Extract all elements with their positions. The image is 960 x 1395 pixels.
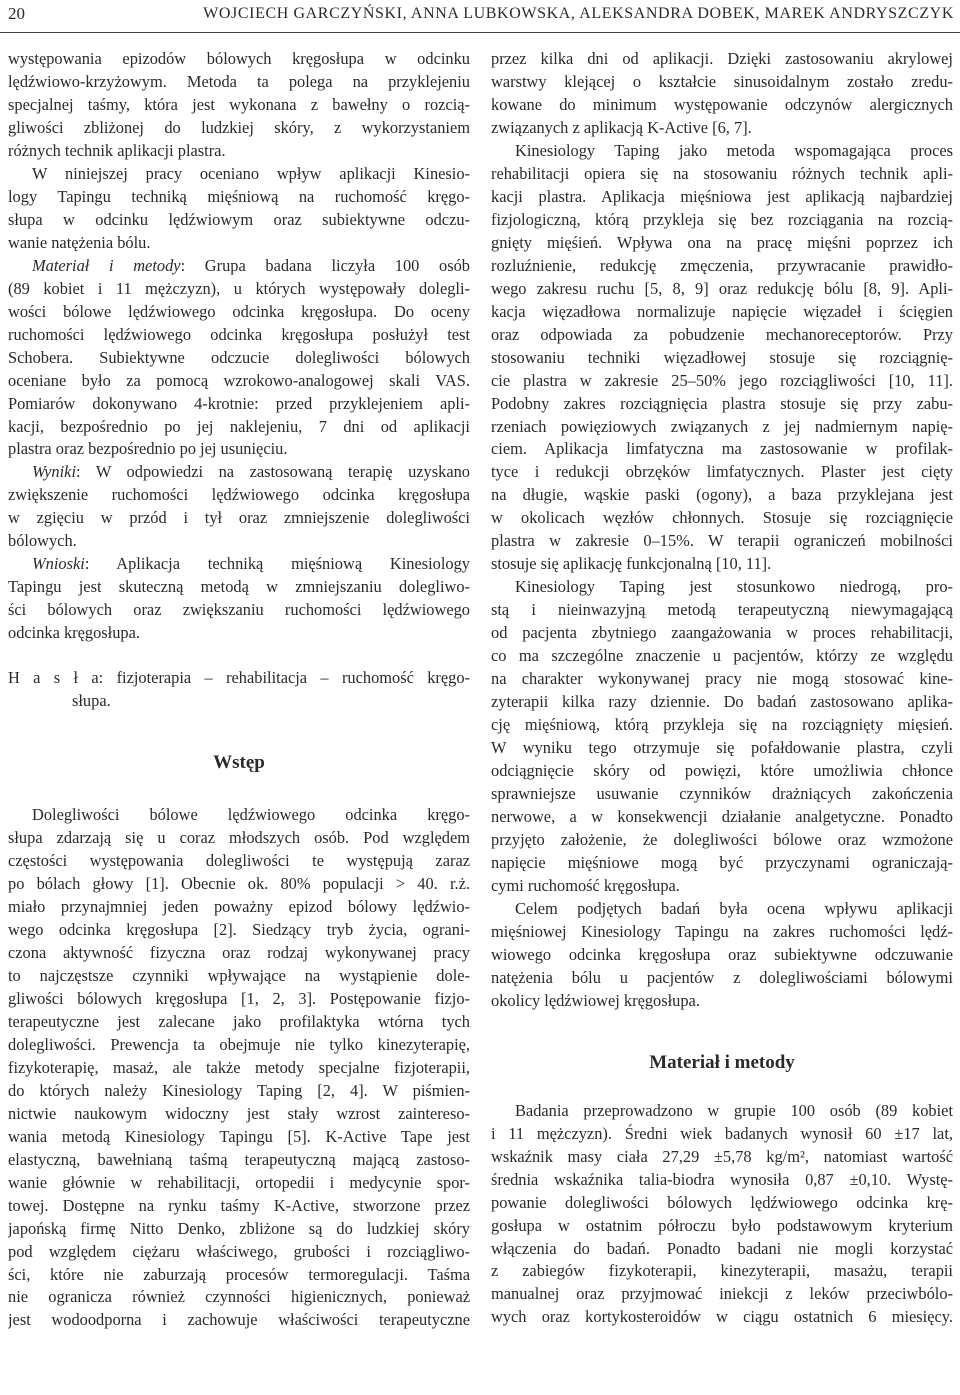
intro-text [8, 804, 470, 1332]
text-line: to najczęstsze czynniki wpływające na wystąpienie dole- [8, 965, 470, 985]
text-line: oraz odpowiada za pobudzenie mechanoreceptorów. Przy [491, 324, 953, 344]
text-line: specjalnej taśmy, która jest wykonana z bawełny o rozcią- [8, 94, 470, 114]
text-line: W niniejszej pracy oceniano wpływ aplikacji Kinesio- [32, 163, 470, 183]
text-line: plastra oraz bezpośrednio po jej usunięciu. [8, 439, 288, 459]
text-line: tyce i redukcji obrzęków limfatycznych. Plaster jest cięty [491, 462, 953, 482]
text-line: kacji plastra. Aplikacja mięśniowa jest aplikacją najbardziej [491, 186, 953, 206]
text-line: średnia wskaźnika talia-biodra wynosiła 0,87 ±0,10. Wystę- [491, 1169, 953, 1189]
keywords [8, 667, 470, 713]
text-line: wości bólowe lędźwiowego odcinka kręgosłupa. Do oceny [8, 301, 470, 321]
text-line: (89 kobiet i 11 mężczyzn), u których występowały dolegli- [8, 278, 470, 298]
text-line: i 11 mężczyzn). Średni wiek badanych wynosił 60 ±17 lat, [491, 1123, 953, 1143]
text-line: stą i nieinwazyjną metodą terapeutyczną niewymagającą [491, 600, 953, 620]
text-line: różnych technik aplikacji plastra. [8, 140, 226, 160]
text-line: Badania przeprowadzono w grupie 100 osób (89 kobiet [515, 1100, 953, 1120]
text-line: gosłupa w ostatnim półroczu było podstawowym kryterium [491, 1215, 953, 1235]
text-line: ruchomości lędźwiowego odcinka kręgosłupa posłużył test [8, 324, 470, 344]
text-line: Materiał i metody: Grupa badana liczyła 100 osób [32, 255, 470, 275]
text-line: wskaźnik masy ciała 27,29 ±5,78 kg/m², natomiast wartość [491, 1146, 953, 1166]
text-line: Celem podjętych badań była ocena wpływu aplikacji [515, 898, 953, 918]
text-line: gnięty mięśień. Wpływa ona na pracę mięśni poprzez ich [491, 232, 953, 252]
text-line: rehabilitacji opiera się na stosowaniu różnych technik apli- [491, 163, 953, 183]
text-line: Dolegliwości bólowe lędźwiowego odcinka kręgo- [32, 805, 470, 825]
keywords-line: H a s ł a: fizjoterapia – rehabilitacja – ruchomość kręgo- [8, 668, 470, 688]
text-line: nerwowe, a w konsekwencji działanie analgetyczne. Ponadto [491, 806, 953, 826]
text-line: terapeutyczne jest zalecane jako profilaktyka wtórna tych [8, 1011, 470, 1031]
text-line: przyjęto założenie, że dolegliwości bólowe oraz wzmożone [491, 829, 953, 849]
text-line: wych oraz kortykosteroidów w ciągu ostatnich 6 miesięcy. [491, 1307, 953, 1327]
text-line: okolicy lędźwiowej kręgosłupa. [491, 990, 700, 1010]
text-line: Kinesiology Taping jest stosunkowo niedrogą, pro- [515, 577, 953, 597]
text-line: Wyniki: W odpowiedzi na zastosowaną terapię uzyskano [32, 462, 470, 482]
text-line: sprawniejsze usuwanie czynników drażniących zakończenia [491, 784, 953, 803]
text-line: warstwy klejącej o kształcie sinusoidalnym zostało zredu- [491, 71, 953, 91]
text-line: cymi ruchomość kręgosłupa. [491, 875, 680, 895]
text-line: zyterapii kilka razy dziennie. Do badań zastosowano aplika- [491, 692, 953, 712]
text-line: japońską firmę Nitto Denko, zbliżone są do ludzkiej skóry [8, 1218, 470, 1238]
text-line: lędźwiowo-krzyżowym. Metoda ta polega na przyklejeniu [8, 71, 470, 91]
text-line: wego zakresu ruchu [5, 8, 9] oraz redukcję bólu [8, 9]. Apli- [491, 278, 953, 298]
text-line: cję mięśniową, którą przykleja się na rozciągnięty mięsień. [491, 715, 953, 735]
text-line: słupa w odcinku lędźwiowym oraz subiektywne odczu- [8, 209, 470, 229]
text-line: czona aktywność fizyczna oraz rodzaj wykonywanej pracy [8, 942, 470, 962]
text-line: po bólach głowy [1]. Obecnie ok. 80% populacji > 40. r.ż. [8, 874, 470, 894]
text-line: W wyniku tego otrzymuje się pofałdowanie plastra, czyli [491, 738, 953, 758]
text-line: powanie dolegliwości bólowych lędźwiowego odcinka krę- [491, 1192, 953, 1212]
text-line: rzeniach powięziowych związanych z jej nadmiernym napię- [491, 416, 953, 436]
section-heading-intro: Wstęp [213, 752, 265, 774]
page-header [0, 0, 960, 33]
text-line: kacja więzadłowa normalizuje napięcie więzadeł i ścięgien [491, 301, 953, 321]
text-line: występowania epizodów bólowych kręgosłupa w odcinku [8, 49, 470, 68]
spacer [8, 645, 470, 667]
spacer [491, 1074, 953, 1100]
text-line: zwiększenie ruchomości lędźwiowego odcinka kręgosłupa [8, 485, 470, 505]
text-line: przez kilka dni od aplikacji. Dzięki zastosowaniu akrylowej [491, 49, 953, 68]
text-line: dolegliwości. Prewencja ta obejmuje nie tylko kinezyterapię, [8, 1034, 470, 1054]
text-line: bólowych. [8, 531, 77, 551]
left-column [8, 48, 470, 1393]
text-line: wiowego odcinka kręgosłupa oraz subiektywne odczuwanie [491, 944, 953, 964]
text-line: wanie głównie w rehabilitacji, ortopedii i medycynie spor- [8, 1172, 470, 1192]
abstract [8, 48, 470, 645]
text-line: na długie, wąskie paski (ogony), a baza przyklejana jest [491, 485, 953, 505]
text-line: fizykoterapię, masaż, ale także metody specjalne fizjoterapii, [8, 1057, 470, 1077]
spacer [8, 774, 470, 804]
text-line: cie plastra w zakresie 25–50% jego rozciągliwości [10, 11]. [491, 370, 953, 390]
text-line: elastyczną, bawełnianą taśmą terapeutyczną mającą zastoso- [8, 1149, 470, 1169]
text-line: ści, które nie zaburzają procesów termoregulacji. Taśma [8, 1264, 470, 1284]
text-line: ści bólowych oraz zwiększaniu ruchomości lędźwiowego [8, 600, 470, 620]
text-line: pod względem ciężaru właściwego, grubości i rozciągliwo- [8, 1241, 470, 1261]
text-line: oceniane było za pomocą wzrokowo-analogowej skali VAS. [8, 370, 470, 390]
text-line: włączenia do badań. Ponadto badani nie mogli korzystać [491, 1238, 953, 1258]
text-line: częstości występowania dolegliwości te występują zaraz [8, 851, 470, 871]
section-heading-methods: Materiał i metody [649, 1051, 795, 1073]
text-line: towej. Dostępne na rynku taśmy K-Active, stworzone przez [8, 1195, 470, 1215]
text-line: wego odcinka kręgosłupa [2]. Siedzący tryb życia, ograni- [8, 919, 470, 939]
text-line: miało przynajmniej jeden poważny epizod bólowy lędźwio- [8, 897, 470, 916]
text-line: kacji, bezpośrednio po jej naklejeniu, 7 dni od aplikacji [8, 416, 470, 436]
text-line: odcinka kręgosłupa. [8, 623, 140, 643]
text-line: odciągnięcie skóry od powięzi, które umożliwia chłonce [491, 761, 953, 781]
text-line: Schobera. Subiektywne odczucie dolegliwości bólowych [8, 347, 470, 367]
text-line: gliwości zbliżonej do ludzkiej skóry, z wykorzystaniem [8, 117, 470, 137]
text-line: nie ogranicza również czynności higienicznych, ponieważ [8, 1287, 470, 1307]
text-line: gliwości bólowych kręgosłupa [1, 2, 3]. Postępowanie fizjo- [8, 988, 470, 1008]
text-line: od pacjenta zbytniego zaangażowania w proces rehabilitacji, [491, 623, 953, 643]
text-line: nictwie naukowym widoczny jest stały wzrost zainteresо- [8, 1103, 470, 1123]
text-line: na charakter wykonywanej pracy nie mogą stosować kine- [491, 669, 953, 689]
text-line: mięśniowej Kinesiology Tapingu na zakres ruchomości lędź- [491, 921, 953, 941]
text-line: Pomiarów dokonywano 4-krotnie: przed przyklejeniem apli- [8, 393, 470, 413]
label-results: Wyniki [32, 462, 77, 482]
text-line: logy Tapingu techniką mięśniową na ruchomość kręgo- [8, 186, 470, 206]
text-line: w okolicach węzłów chłonnych. Stosuje się rozciągnięcie [491, 508, 953, 528]
text-line: wanie natężenia bólu. [8, 232, 151, 252]
spacer [8, 713, 470, 751]
text-line: rozluźnienie, redukcję zmęczenia, przywracanie prawidło- [491, 255, 953, 275]
label-conclusions: Wnioski [32, 554, 85, 574]
text-line: napięcie mięśniowe mogą być przyczynami ograniczają- [491, 852, 953, 872]
label-material-methods: Materiał i metody [32, 255, 181, 275]
text-line: do których należy Kinesiology Taping [2, 4]. W piśmien- [8, 1080, 470, 1100]
running-head-authors: WOJCIECH GARCZYŃSKI, ANNA LUBKOWSKA, ALEKSANDRA DOBEK, MAREK ANDRYSZCZYK [203, 5, 954, 22]
text-line: z zabiegów fizykoterapii, kinezyterapii, masażu, terapii [491, 1261, 953, 1281]
page-number: 20 [8, 4, 25, 23]
text-line: plastra w zakresie 0–15%. W terapii ograniczeń mobilności [491, 531, 953, 551]
text-line: wania metodą Kinesiology Tapingu [5]. K-Active Tape jest [8, 1126, 470, 1146]
text-line: stosuje się aplikację funkcjonalną [10, 11]. [491, 554, 772, 574]
right-column [491, 48, 953, 1393]
methods-text [491, 1100, 953, 1330]
text-line: Tapingu jest skuteczną metodą w zmniejszaniu dolegliwo- [8, 577, 470, 597]
keywords-line: słupa. [72, 691, 111, 711]
text-line: słupa zdarzają się u coraz młodszych osób. Pod względem [8, 828, 470, 848]
text-line: kowane do minimum występowanie odczynów alergicznych [491, 94, 953, 114]
text-line: w zgięciu w przód i tył oraz zmniejszenie dolegliwości [8, 508, 470, 528]
text-line: fizjologiczną, którą przykleja się bez rozciągania na rozcią- [491, 209, 953, 229]
text-line: stosowaniu techniki więzadłowej stosuje się rozciągnię- [491, 347, 953, 367]
text-line: ciem. Aplikacja limfatyczna ma zastosowanie w profilak- [491, 439, 953, 459]
text-line: co ma szczególne znaczenie u pacjentów, którzy ze względu [491, 646, 953, 666]
text-line: Podobny zakres rozciągnięcia plastra stosuje się przy zabu- [491, 393, 953, 413]
spacer [491, 1013, 953, 1051]
text-line: natężenia bólu u pacjentów z dolegliwościami bólowymi [491, 967, 953, 987]
text-line: związanych z aplikacją K-Active [6, 7]. [491, 117, 752, 137]
text-line: jest wodoodporna i zachowuje właściwości terapeutyczne [8, 1310, 470, 1330]
intro-continued [491, 48, 953, 1013]
text-line: manualnej oraz przyjmować iniekcji z leków przeciwbólo- [491, 1284, 953, 1304]
text-line: Kinesiology Taping jako metoda wspomagająca proces [515, 140, 953, 160]
keywords-label: H a s ł a: [8, 668, 104, 688]
text-line: Wnioski: Aplikacja techniką mięśniową Kinesiology [32, 554, 470, 574]
